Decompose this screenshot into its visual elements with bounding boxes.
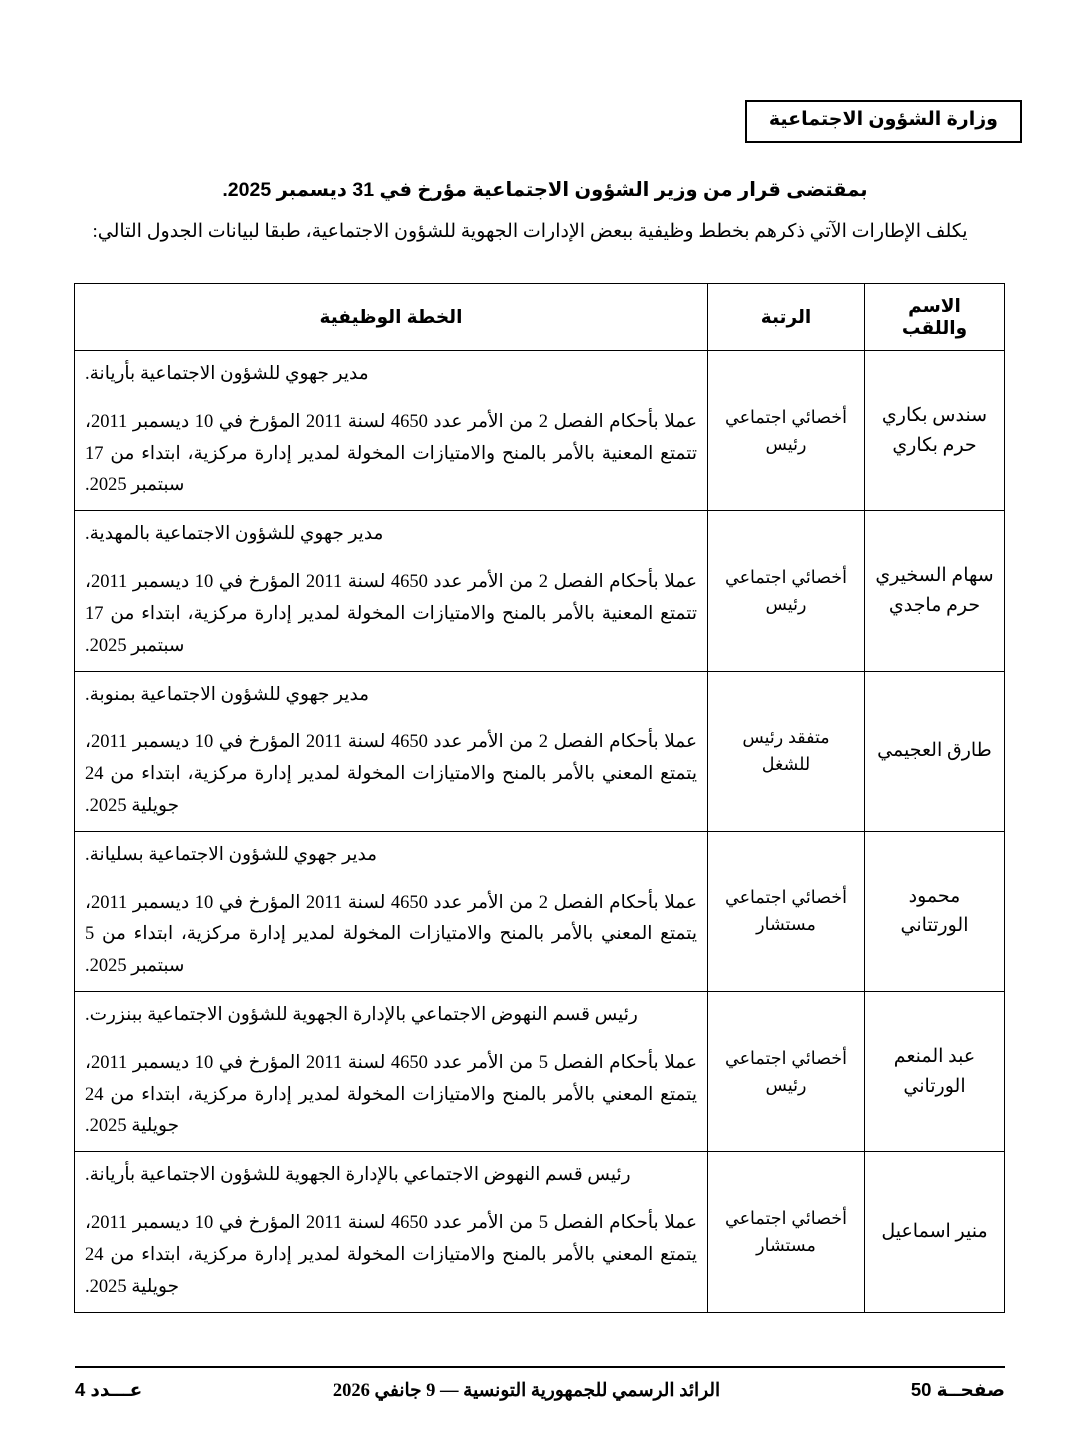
table-body — [75, 351, 1005, 1313]
role-title: مدير جهوي للشؤون الاجتماعية بالمهدية. — [85, 524, 384, 545]
cell-role — [75, 671, 708, 831]
role-note: عملا بأحكام الفصل 2 من الأمر عدد 4650 لسنة 2011 المؤرخ في 10 ديسمبر 2011، يتمتع المعني بالأمر بالمنح والامتيازات المخولة لمدير إدارة مركزية، ابتداء من 5 سبتمبر 2025. — [85, 892, 697, 977]
footer-divider — [75, 1366, 1005, 1368]
footer-page-number: صفحــة 50 — [910, 1379, 1005, 1400]
table-row — [75, 351, 1005, 511]
cell-name: منير اسماعيل — [865, 1152, 1005, 1312]
cell-grade: متفقد رئيس للشغل — [708, 671, 865, 831]
table-row — [75, 511, 1005, 671]
cell-grade: أخصائي اجتماعي رئيس — [708, 992, 865, 1152]
intro-block — [58, 176, 1022, 248]
intro-paragraph: يكلف الإطارات الآتي ذكرهم بخطط وظيفية ببعض الإدارات الجهوية للشؤون الاجتماعية، طبقا لبيانات الجدول التالي: — [92, 221, 968, 243]
column-header-role: الخطة الوظيفية — [75, 284, 708, 351]
ministry-title-box: وزارة الشؤون الاجتماعية — [745, 100, 1022, 143]
cell-grade: أخصائي اجتماعي رئيس — [708, 511, 865, 671]
role-note: عملا بأحكام الفصل 5 من الأمر عدد 4650 لسنة 2011 المؤرخ في 10 ديسمبر 2011، يتمتع المعني بالأمر بالمنح والامتيازات المخولة لمدير إدارة مركزية، ابتداء من 24 جويلية 2025. — [85, 1052, 697, 1137]
footer-journal-line: الرائد الرسمي للجمهورية التونسية — 9 جانفي 2026 — [332, 1381, 721, 1401]
cell-name: طارق العجيمي — [865, 671, 1005, 831]
role-title: مدير جهوي للشؤون الاجتماعية بأريانة. — [85, 364, 369, 384]
page-footer — [75, 1379, 1005, 1402]
cell-role — [75, 831, 708, 991]
appointments-table — [74, 283, 1005, 1313]
role-title: رئيس قسم النهوض الاجتماعي بالإدارة الجهوية للشؤون الاجتماعية بأريانة. — [85, 1165, 631, 1186]
role-title: مدير جهوي للشؤون الاجتماعية بسليانة. — [85, 844, 378, 865]
role-note: عملا بأحكام الفصل 2 من الأمر عدد 4650 لسنة 2011 المؤرخ في 10 ديسمبر 2011، يتمتع المعني بالأمر بالمنح والامتيازات المخولة لمدير إدارة مركزية، ابتداء من 24 جويلية 2025. — [85, 732, 697, 816]
cell-grade: أخصائي اجتماعي مستشار — [708, 1152, 865, 1312]
table-header-row — [75, 284, 1005, 351]
cell-role — [75, 351, 708, 511]
cell-name: سندس بكاري حرم بكاري — [865, 351, 1005, 511]
cell-grade: أخصائي اجتماعي رئيس — [708, 351, 865, 511]
decree-heading: بمقتضى قرار من وزير الشؤون الاجتماعية مؤرخ في 31 ديسمبر 2025. — [222, 179, 868, 201]
column-header-name: الاسم واللقب — [865, 284, 1005, 351]
role-title: مدير جهوي للشؤون الاجتماعية بمنوبة. — [85, 684, 370, 705]
role-title: رئيس قسم النهوض الاجتماعي بالإدارة الجهوية للشؤون الاجتماعية ببنزرت. — [85, 1005, 638, 1025]
table-row — [75, 831, 1005, 991]
cell-name: عبد المنعم الورتاني — [865, 992, 1005, 1152]
cell-role — [75, 511, 708, 671]
table-row — [75, 992, 1005, 1152]
cell-role — [75, 1152, 708, 1312]
cell-role — [75, 992, 708, 1152]
column-header-grade: الرتبة — [708, 284, 865, 351]
table-row — [75, 1152, 1005, 1312]
role-note: عملا بأحكام الفصل 2 من الأمر عدد 4650 لسنة 2011 المؤرخ في 10 ديسمبر 2011، تتمتع المعنية بالأمر بالمنح والامتيازات المخولة لمدير إدارة مركزية، ابتداء من 17 سبتمبر 2025. — [85, 411, 697, 496]
cell-name: محمود الورتتاني — [865, 831, 1005, 991]
cell-name: سهام السخيري حرم ماجدي — [865, 511, 1005, 671]
cell-grade: أخصائي اجتماعي مستشار — [708, 831, 865, 991]
footer-issue-number: عـــدد 4 — [75, 1379, 143, 1400]
table-row — [75, 671, 1005, 831]
role-note: عملا بأحكام الفصل 2 من الأمر عدد 4650 لسنة 2011 المؤرخ في 10 ديسمبر 2011، تتمتع المعنية بالأمر بالمنح والامتيازات المخولة لمدير إدارة مركزية، ابتداء من 17 سبتمبر 2025. — [85, 572, 697, 656]
role-note: عملا بأحكام الفصل 5 من الأمر عدد 4650 لسنة 2011 المؤرخ في 10 ديسمبر 2011، يتمتع المعني بالأمر بالمنح والامتيازات المخولة لمدير إدارة مركزية، ابتداء من 24 جويلية 2025. — [85, 1213, 697, 1297]
